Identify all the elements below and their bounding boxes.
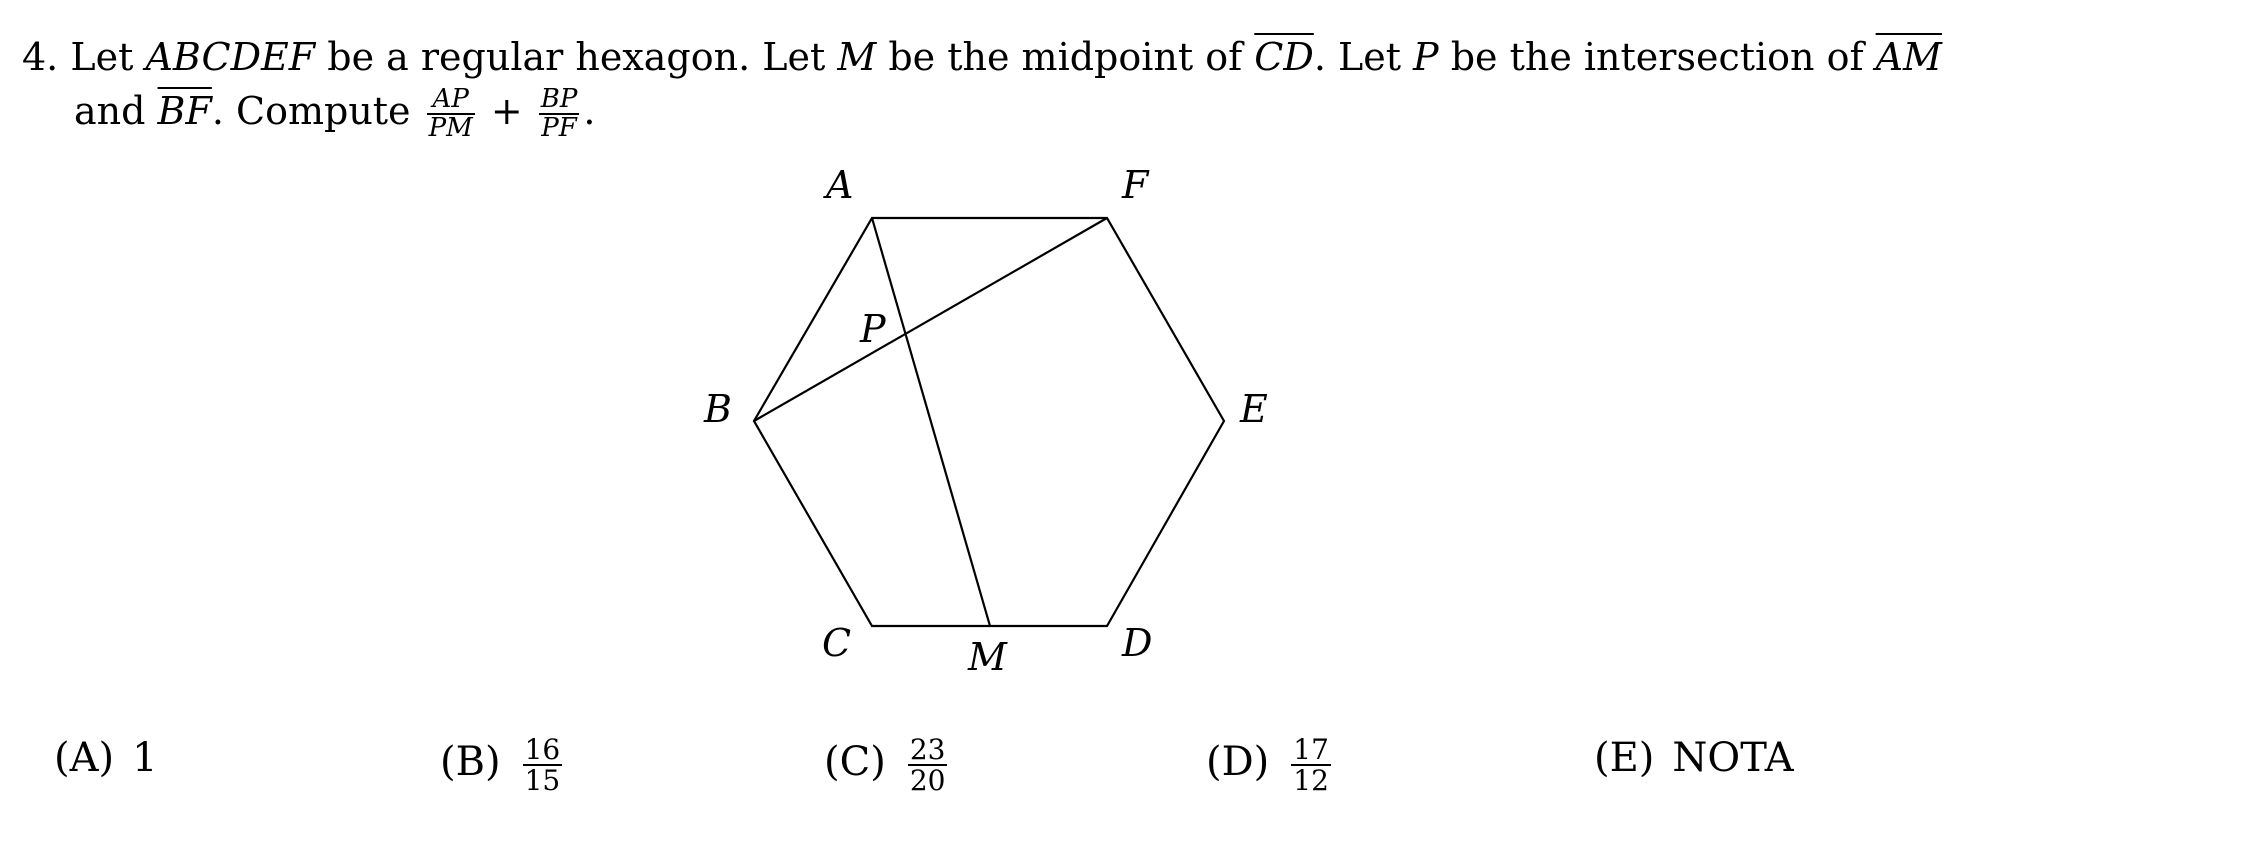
hexagon-outline [754,218,1224,626]
choice-c[interactable] [824,735,951,796]
fraction-denominator: 20 [909,764,946,798]
problem-text: be the intersection of [1438,35,1876,79]
fraction-denominator: PM [428,113,473,144]
segment-bf: $\overline{BF}$ [157,88,212,133]
segment-am: $\overline{AM}$ [1875,35,1942,79]
plus-sign: + [478,88,535,133]
segment-line-am [872,218,990,626]
choice-value: NOTA [1672,735,1794,781]
choice-a[interactable] [54,735,158,781]
point-label-m: M [968,635,1007,679]
problem-text: Let [70,35,146,79]
choice-fraction [908,735,948,796]
fraction-denominator: 15 [524,764,561,798]
problem-text: be the midpoint of [876,35,1255,79]
choice-label: (D) [1206,739,1270,786]
fraction-numerator: 16 [524,733,561,766]
problem-text: be a regular hexagon. Let [315,35,838,79]
problem-text: and [74,88,158,133]
segment-line-bf [754,218,1107,421]
segment-cd: $\overline{CD}$ [1254,35,1314,79]
fraction-denominator: PF [541,113,577,144]
choice-e[interactable] [1594,735,1794,781]
vertex-label-b: B [704,387,732,431]
choice-b[interactable] [440,735,566,796]
choice-label: (E) [1594,735,1655,781]
math-var: M [837,35,877,79]
choice-label: (C) [824,739,886,786]
choice-label: (A) [54,735,115,781]
fraction-numerator: 23 [909,733,946,766]
problem-number: 4. [22,35,59,79]
choice-d[interactable] [1206,735,1335,796]
fraction-numerator: 17 [1293,733,1329,766]
choice-fraction [1291,735,1331,796]
choice-label: (B) [440,739,501,786]
fraction-denominator: 12 [1293,764,1329,798]
vertex-label-a: A [826,163,854,207]
fraction-numerator: BP [540,84,578,114]
point-label-p: P [860,307,886,351]
problem-text: . [583,88,596,133]
math-var: P [1413,35,1439,79]
problem-text: . Compute [211,88,423,133]
vertex-label-c: C [822,621,852,665]
vertex-label-e: E [1240,387,1268,431]
vertex-label-d: D [1122,621,1153,665]
problem-text: . Let [1313,35,1414,79]
math-var: ABCDEF [145,35,316,79]
vertex-label-f: F [1122,163,1149,207]
choice-fraction [523,735,563,796]
fraction-numerator: AP [427,86,475,115]
choice-value: 1 [132,735,158,781]
